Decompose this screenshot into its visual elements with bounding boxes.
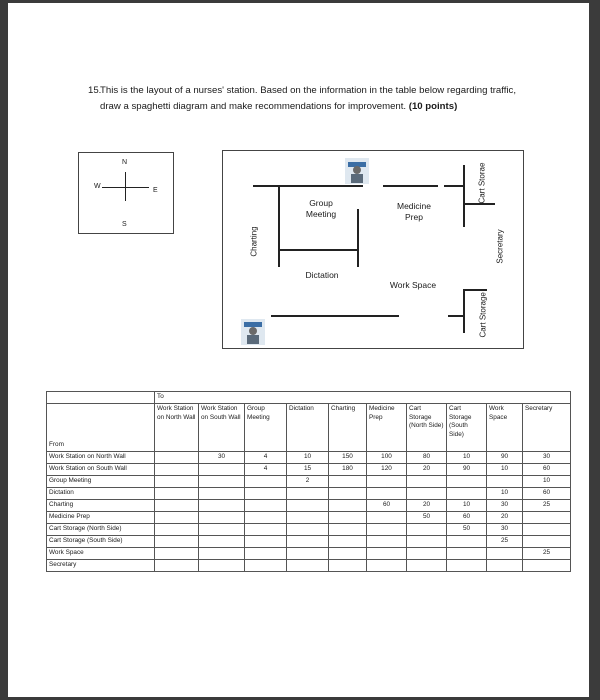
table-cell: [367, 487, 407, 499]
label-cart-storage-south: Cart Storage: [478, 292, 488, 338]
table-cell: 10: [287, 451, 329, 463]
cart-storage-top-wall: [444, 185, 464, 187]
table-cell: 60: [523, 463, 571, 475]
table-cell: [407, 547, 447, 559]
table-cell: [199, 511, 245, 523]
table-cell: 10: [487, 487, 523, 499]
label-secretary: Secretary: [495, 229, 505, 264]
table-body: [47, 403, 571, 571]
table-cell: [367, 511, 407, 523]
table-cell: [329, 523, 367, 535]
bottom-right-wall: [448, 315, 465, 317]
header-row: [47, 403, 571, 451]
column-header: Cart Storage (North Side): [407, 403, 447, 451]
table-cell: [199, 499, 245, 511]
row-label: Work Station on South Wall: [47, 463, 155, 475]
table-cell: [367, 523, 407, 535]
label-group-meeting: Group Meeting: [305, 198, 337, 219]
table-cell: [199, 535, 245, 547]
table-cell: [287, 535, 329, 547]
table-cell: 20: [487, 511, 523, 523]
table-cell: [329, 547, 367, 559]
table-row: [47, 511, 571, 523]
table-cell: [329, 475, 367, 487]
to-label: To: [155, 392, 571, 404]
table-row: [47, 547, 571, 559]
question-body: This is the layout of a nurses' station. Based on the information in the table below regarding traffic, draw a spaghetti diagram and make recommendations for improvement.: [100, 85, 517, 112]
document-page: [8, 3, 589, 697]
table-cell: [523, 511, 571, 523]
row-label: Charting: [47, 499, 155, 511]
table-cell: 180: [329, 463, 367, 475]
table-cell: [199, 487, 245, 499]
table-cell: 30: [487, 499, 523, 511]
compass-south: S: [122, 221, 127, 228]
medicine-prep-top-wall: [383, 185, 438, 187]
label-medicine-prep: Medicine Prep: [396, 201, 432, 222]
table-cell: [155, 451, 199, 463]
row-label: Medicine Prep: [47, 511, 155, 523]
table-cell: 10: [447, 499, 487, 511]
table-cell: [523, 535, 571, 547]
table-cell: [245, 547, 287, 559]
table-cell: [367, 475, 407, 487]
table-cell: [245, 487, 287, 499]
group-meeting-left-wall: [278, 185, 280, 267]
compass-east: E: [153, 187, 158, 194]
column-header: Group Meeting: [245, 403, 287, 451]
table-cell: 60: [523, 487, 571, 499]
table-cell: [245, 511, 287, 523]
table-cell: [367, 547, 407, 559]
table-cell: 50: [407, 511, 447, 523]
table-cell: [447, 559, 487, 571]
table-cell: 10: [487, 463, 523, 475]
table-cell: [155, 511, 199, 523]
column-header: Charting: [329, 403, 367, 451]
table-cell: 90: [447, 463, 487, 475]
row-label: Work Station on North Wall: [47, 451, 155, 463]
table-cell: 60: [447, 511, 487, 523]
table-cell: [487, 475, 523, 487]
table-row: [47, 487, 571, 499]
table-row: [47, 463, 571, 475]
column-header: Dictation: [287, 403, 329, 451]
table-cell: 25: [523, 547, 571, 559]
table-cell: [199, 547, 245, 559]
column-header: Medicine Prep: [367, 403, 407, 451]
table-cell: [155, 499, 199, 511]
question-number: 15.: [88, 85, 102, 96]
table-cell: [245, 559, 287, 571]
question-text: [88, 83, 530, 115]
label-dictation: Dictation: [305, 270, 339, 280]
row-label: Work Space: [47, 547, 155, 559]
table-cell: 15: [287, 463, 329, 475]
table-cell: [155, 535, 199, 547]
label-work-space: Work Space: [389, 280, 437, 290]
table-cell: [329, 535, 367, 547]
row-label: Secretary: [47, 559, 155, 571]
table-row: [47, 475, 571, 487]
table-row: [47, 499, 571, 511]
table-cell: [447, 535, 487, 547]
group-meeting-top-wall: [253, 185, 363, 187]
table-cell: 30: [199, 451, 245, 463]
table-cell: [287, 511, 329, 523]
table-cell: [287, 523, 329, 535]
cart-storage-south-top-wall: [463, 289, 487, 291]
table-cell: [199, 475, 245, 487]
table-cell: [447, 475, 487, 487]
table-cell: [199, 463, 245, 475]
bottom-corridor-wall: [271, 315, 399, 317]
table-cell: [155, 487, 199, 499]
table-cell: 10: [447, 451, 487, 463]
table-cell: [155, 559, 199, 571]
cart-storage-south-left-wall: [463, 289, 465, 333]
table-cell: [287, 499, 329, 511]
row-label: Group Meeting: [47, 475, 155, 487]
table-cell: 4: [245, 451, 287, 463]
row-label: Cart Storage (South Side): [47, 535, 155, 547]
table-cell: [287, 547, 329, 559]
table-cell: [447, 487, 487, 499]
table-cell: [199, 559, 245, 571]
table-cell: [287, 487, 329, 499]
table-cell: 20: [407, 463, 447, 475]
label-cart-storage-north: Cart Storae: [477, 162, 487, 204]
person-image-bottom: [241, 319, 265, 345]
cart-storage-divider-wall: [463, 165, 465, 227]
column-header: Secretary: [523, 403, 571, 451]
column-header: Work Station on South Wall: [199, 403, 245, 451]
table-cell: 80: [407, 451, 447, 463]
table-cell: [367, 535, 407, 547]
group-meeting-bottom-wall: [278, 249, 359, 251]
column-header: Cart Storage (South Side): [447, 403, 487, 451]
table-cell: [245, 535, 287, 547]
table-cell: 150: [329, 451, 367, 463]
table-row: [47, 559, 571, 571]
table-cell: [287, 559, 329, 571]
table-row: [47, 523, 571, 535]
table-row: [47, 535, 571, 547]
compass-box: [78, 152, 174, 234]
table-cell: 50: [447, 523, 487, 535]
table-cell: [367, 559, 407, 571]
table-cell: [407, 487, 447, 499]
table-cell: [329, 559, 367, 571]
table-cell: 4: [245, 463, 287, 475]
column-header: Work Space: [487, 403, 523, 451]
compass-horizontal-line: [102, 187, 149, 188]
table-cell: 30: [487, 523, 523, 535]
table-cell: [447, 547, 487, 559]
table-cell: 20: [407, 499, 447, 511]
table-cell: [407, 535, 447, 547]
table-cell: [329, 511, 367, 523]
table-cell: [155, 463, 199, 475]
table-cell: [155, 475, 199, 487]
table-cell: 120: [367, 463, 407, 475]
table-cell: [407, 475, 447, 487]
table-cell: [329, 499, 367, 511]
traffic-table: [46, 391, 571, 572]
table-cell: [155, 547, 199, 559]
table-cell: [407, 523, 447, 535]
table-cell: [245, 499, 287, 511]
table-cell: 2: [287, 475, 329, 487]
group-meeting-right-wall: [357, 209, 359, 267]
table-cell: 25: [523, 499, 571, 511]
table-cell: [199, 523, 245, 535]
label-charting: Charting: [249, 226, 259, 257]
table-cell: [407, 559, 447, 571]
person-image-top: [345, 158, 369, 184]
table-cell: [329, 487, 367, 499]
row-label: Cart Storage (North Side): [47, 523, 155, 535]
compass-north: N: [122, 159, 128, 166]
table-corner-top: [47, 392, 155, 404]
table-cell: [523, 559, 571, 571]
table-cell: [245, 523, 287, 535]
table-cell: 60: [367, 499, 407, 511]
table-cell: 25: [487, 535, 523, 547]
table-cell: [245, 475, 287, 487]
table-cell: 90: [487, 451, 523, 463]
from-header-cell: [47, 403, 155, 451]
table-row: [47, 451, 571, 463]
table-cell: 100: [367, 451, 407, 463]
question-points: (10 points): [408, 101, 458, 112]
table-cell: [155, 523, 199, 535]
compass-west: W: [94, 183, 101, 190]
table-cell: [487, 559, 523, 571]
table-cell: [523, 523, 571, 535]
floor-plan: [222, 150, 524, 349]
table-cell: [487, 547, 523, 559]
column-header: Work Station on North Wall: [155, 403, 199, 451]
table-cell: 30: [523, 451, 571, 463]
table-cell: 10: [523, 475, 571, 487]
from-label: From: [49, 441, 64, 448]
row-label: Dictation: [47, 487, 155, 499]
